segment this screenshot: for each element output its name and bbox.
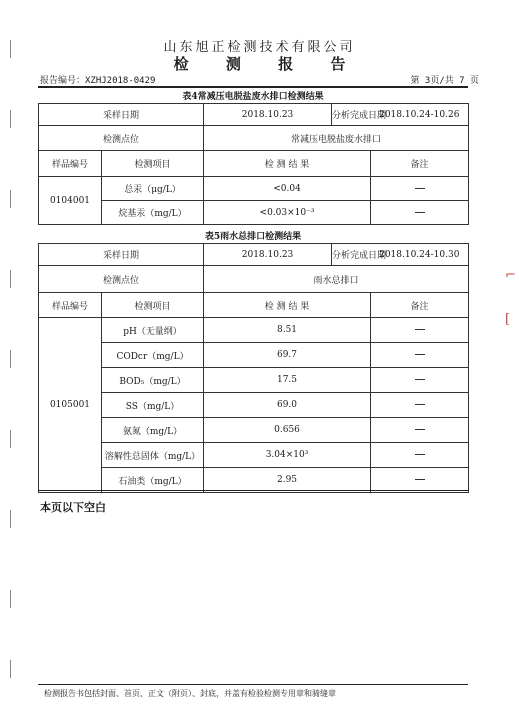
- remark-dash: [371, 393, 469, 418]
- remark-dash: [371, 318, 469, 343]
- analysis-date-label: 分析完成日期: [332, 244, 371, 266]
- site-value: 常减压电脱盐废水排口: [204, 126, 469, 151]
- report-number: 报告编号：XZHJ2018-0429: [40, 76, 156, 86]
- site-label: 检测点位: [39, 126, 204, 151]
- remark-dash: [371, 343, 469, 368]
- analysis-date-value: 2018.10.24-10.30: [371, 244, 469, 266]
- analysis-date-value: 2018.10.24-10.26: [371, 104, 469, 126]
- table-row: [39, 177, 469, 201]
- item-name: 溶解性总固体（mg/L）: [102, 443, 204, 468]
- table4-date-row: [39, 104, 469, 126]
- table4-caption: 表4常减压电脱盐废水排口检测结果: [182, 92, 324, 102]
- table-row: [39, 443, 469, 468]
- table5-header-row: [39, 293, 469, 318]
- sample-number: 0104001: [39, 177, 102, 225]
- col-item: 检测项目: [102, 151, 204, 177]
- remark-dash: [371, 201, 469, 225]
- seal-fragment-2: [: [505, 312, 511, 327]
- document-title: 检 测 报 告: [173, 55, 362, 73]
- item-name: 石油类（mg/L）: [102, 468, 204, 493]
- seal-fragment: ⌐: [505, 268, 516, 283]
- item-name: pH（无量纲）: [102, 318, 204, 343]
- sample-number: 0105001: [39, 318, 102, 493]
- table-row: [39, 468, 469, 493]
- result-value: 69.7: [204, 343, 371, 368]
- result-value: <0.03×10⁻³: [204, 201, 371, 225]
- blank-note: 本页以下空白: [40, 501, 106, 514]
- footer-note: 检测报告书包括封面、首页、正文（附页）、封底，并盖有检验检测专用章和骑缝章: [44, 689, 336, 698]
- item-name: BOD₅（mg/L）: [102, 368, 204, 393]
- table5-site-row: [39, 266, 469, 293]
- result-value: 2.95: [204, 468, 371, 493]
- table5-date-row: [39, 244, 469, 266]
- table4: [38, 103, 469, 225]
- result-value: 17.5: [204, 368, 371, 393]
- result-value: 8.51: [204, 318, 371, 343]
- table5: [38, 243, 469, 493]
- company-name: 山东旭正检测技术有限公司: [163, 40, 356, 55]
- sampling-date-value: 2018.10.23: [204, 244, 332, 266]
- table-row: [39, 318, 469, 343]
- item-name: 烷基汞（mg/L）: [102, 201, 204, 225]
- site-value: 雨水总排口: [204, 266, 469, 293]
- col-result: 检 测 结 果: [204, 293, 371, 318]
- result-value: <0.04: [204, 177, 371, 201]
- item-name: 总汞（μg/L）: [102, 177, 204, 201]
- remark-dash: [371, 468, 469, 493]
- item-name: 氨氮（mg/L）: [102, 418, 204, 443]
- table-row: [39, 393, 469, 418]
- table4-header-row: [39, 151, 469, 177]
- item-name: SS（mg/L）: [102, 393, 204, 418]
- footer-rule: [38, 684, 468, 685]
- col-item: 检测项目: [102, 293, 204, 318]
- col-remark: 备注: [371, 151, 469, 177]
- col-result: 检 测 结 果: [204, 151, 371, 177]
- table-row: [39, 368, 469, 393]
- item-name: CODcr（mg/L）: [102, 343, 204, 368]
- col-sample-no: 样品编号: [39, 293, 102, 318]
- sampling-date-label: 采样日期: [39, 104, 204, 126]
- remark-dash: [371, 177, 469, 201]
- binding-marks: [10, 0, 20, 728]
- table4-site-row: [39, 126, 469, 151]
- result-value: 3.04×10³: [204, 443, 371, 468]
- remark-dash: [371, 443, 469, 468]
- col-sample-no: 样品编号: [39, 151, 102, 177]
- table-row: [39, 201, 469, 225]
- page-info: 第 3页/共 7 页: [410, 76, 479, 86]
- remark-dash: [371, 418, 469, 443]
- result-value: 0.656: [204, 418, 371, 443]
- remark-dash: [371, 368, 469, 393]
- header-rule: [38, 86, 468, 88]
- table-row: [39, 418, 469, 443]
- table-row: [39, 343, 469, 368]
- sampling-date-label: 采样日期: [39, 244, 204, 266]
- result-value: 69.0: [204, 393, 371, 418]
- analysis-date-label: 分析完成日期: [332, 104, 371, 126]
- site-label: 检测点位: [39, 266, 204, 293]
- col-remark: 备注: [371, 293, 469, 318]
- section-divider: [38, 490, 468, 491]
- table5-caption: 表5雨水总排口检测结果: [204, 232, 302, 242]
- sampling-date-value: 2018.10.23: [204, 104, 332, 126]
